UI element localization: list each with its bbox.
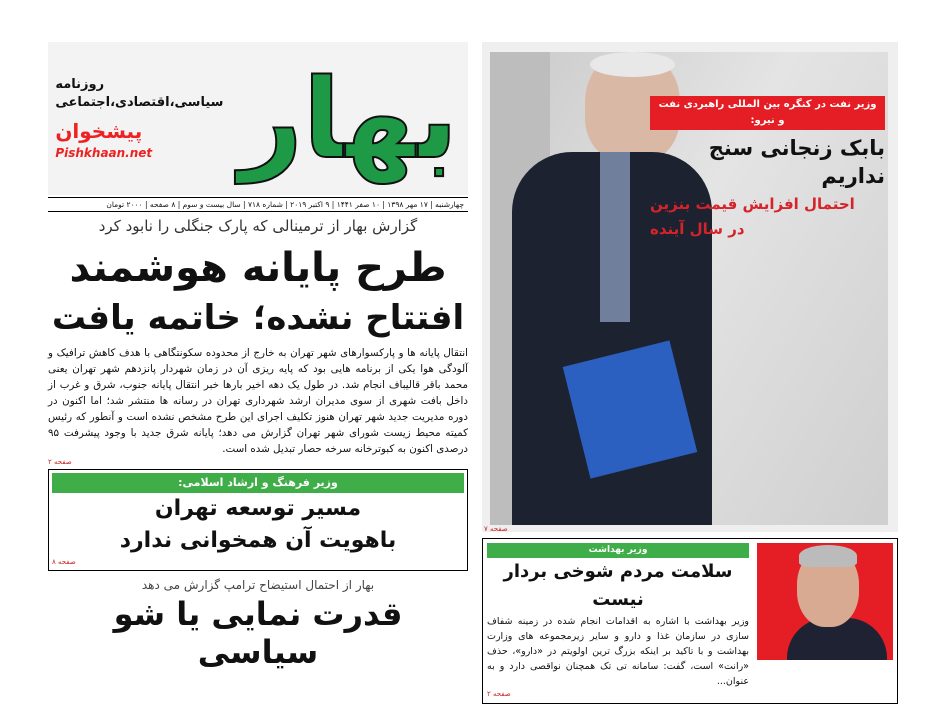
culture-label: وزیر فرهنگ و ارشاد اسلامی: <box>52 473 464 493</box>
culture-headline: مسیر توسعه تهران <box>154 495 362 521</box>
trump-kicker: بهار از احتمال استیضاح ترامپ گزارش می دهد <box>141 577 375 592</box>
oil-subheadline-2: در سال آینده <box>650 220 745 238</box>
tagline-sub: سیاسی،اقتصادی،اجتماعی <box>55 95 224 110</box>
page-ref[interactable]: صفحه ۲ <box>487 690 511 698</box>
health-body: وزیر بهداشت با اشاره به اقدامات انجام شده در زمینه شفاف سازی در سازمان غذا و دارو و سایر زیرمجموعه های وزارت بهداشت و با تاکید بر اینکه بزرگ ترین اولویتم در «دارو»، حذف «رانت» است، گفت: سامانه تی تک همچنان نواقصی دارد و به عنوان... <box>487 616 749 687</box>
lead-kicker: گزارش بهار از ترمینالی که پارک جنگلی را نابود کرد <box>98 217 418 235</box>
left-column <box>48 42 468 672</box>
oil-headline: بابک زنجانی سنج نداریم <box>708 136 885 188</box>
watermark: پیشخوان <box>55 119 143 143</box>
culture-headline-2: باهویت آن همخوانی ندارد <box>119 527 397 553</box>
masthead <box>48 42 468 195</box>
page-ref[interactable]: صفحه ۲ <box>48 457 72 466</box>
dateline: چهارشنبه | ۱۷ مهر ۱۳۹۸ | ۱۰ صفر ۱۴۴۱ | ۹ اکتبر ۲۰۱۹ | شماره ۷۱۸ | سال بیست و سوم | ۸ صفحه | ۲۰۰۰ تومان <box>48 197 468 212</box>
lead-body: انتقال پایانه ها و پارکسوارهای شهر تهران به خارج از محدوده سکونتگاهی با هدف کاهش ترافیک و آلودگی هوا یکی از برنامه هایی بود که پایه ریزی آن در زمان شهردار پانزدهم شهر تهران یعنی محمد باقر قالیباف انجام شد. در طول یک دهه اخیر بارها خبر انتقال پایانه جنوب، شرق و غرب از داخل بافت شهری از سوی مدیران ارشد شهرداری تهران در رسانه ها منتشر شد؛ اما اکنون در دوره مدیریت جدید شهر تهران هنوز تکلیف اجرای این طرح مشخص نشده است و آنطور که رئیس کمیته محیط زیست شورای شهر تهران گزارش می دهد؛ پایانه شرق جدید با وجود پیشرفت ۹۵ درصدی اکنون به کبوترخانه سرخه حصار تبدیل شده است. <box>48 346 468 455</box>
health-label: وزیر بهداشت <box>487 543 749 558</box>
health-story <box>482 538 898 704</box>
health-minister-photo <box>757 543 893 660</box>
tagline: روزنامه <box>55 77 105 92</box>
oil-text <box>650 96 885 240</box>
health-text <box>487 543 749 699</box>
page-ref[interactable]: صفحه ۸ <box>52 557 76 566</box>
oil-subheadline: احتمال افزایش قیمت بنزین <box>650 195 855 213</box>
page-ref[interactable]: صفحه ۷ <box>484 525 508 533</box>
oil-label: وزیر نفت در کنگره بین المللی راهبردی نفت و نیرو: <box>650 96 885 130</box>
culture-box <box>48 469 468 571</box>
watermark-url: Pishkhaan.net <box>55 146 153 160</box>
tagline-group <box>55 77 229 160</box>
lead-headline: طرح پایانه هوشمند <box>69 245 447 291</box>
newspaper-logo: بهار <box>239 54 458 183</box>
lead-headline-2: افتتاح نشده؛ خاتمه یافت <box>51 298 465 338</box>
health-headline: سلامت مردم شوخی بردار نیست <box>503 561 733 610</box>
trump-headline: قدرت نمایی یا شو سیاسی <box>113 594 403 672</box>
